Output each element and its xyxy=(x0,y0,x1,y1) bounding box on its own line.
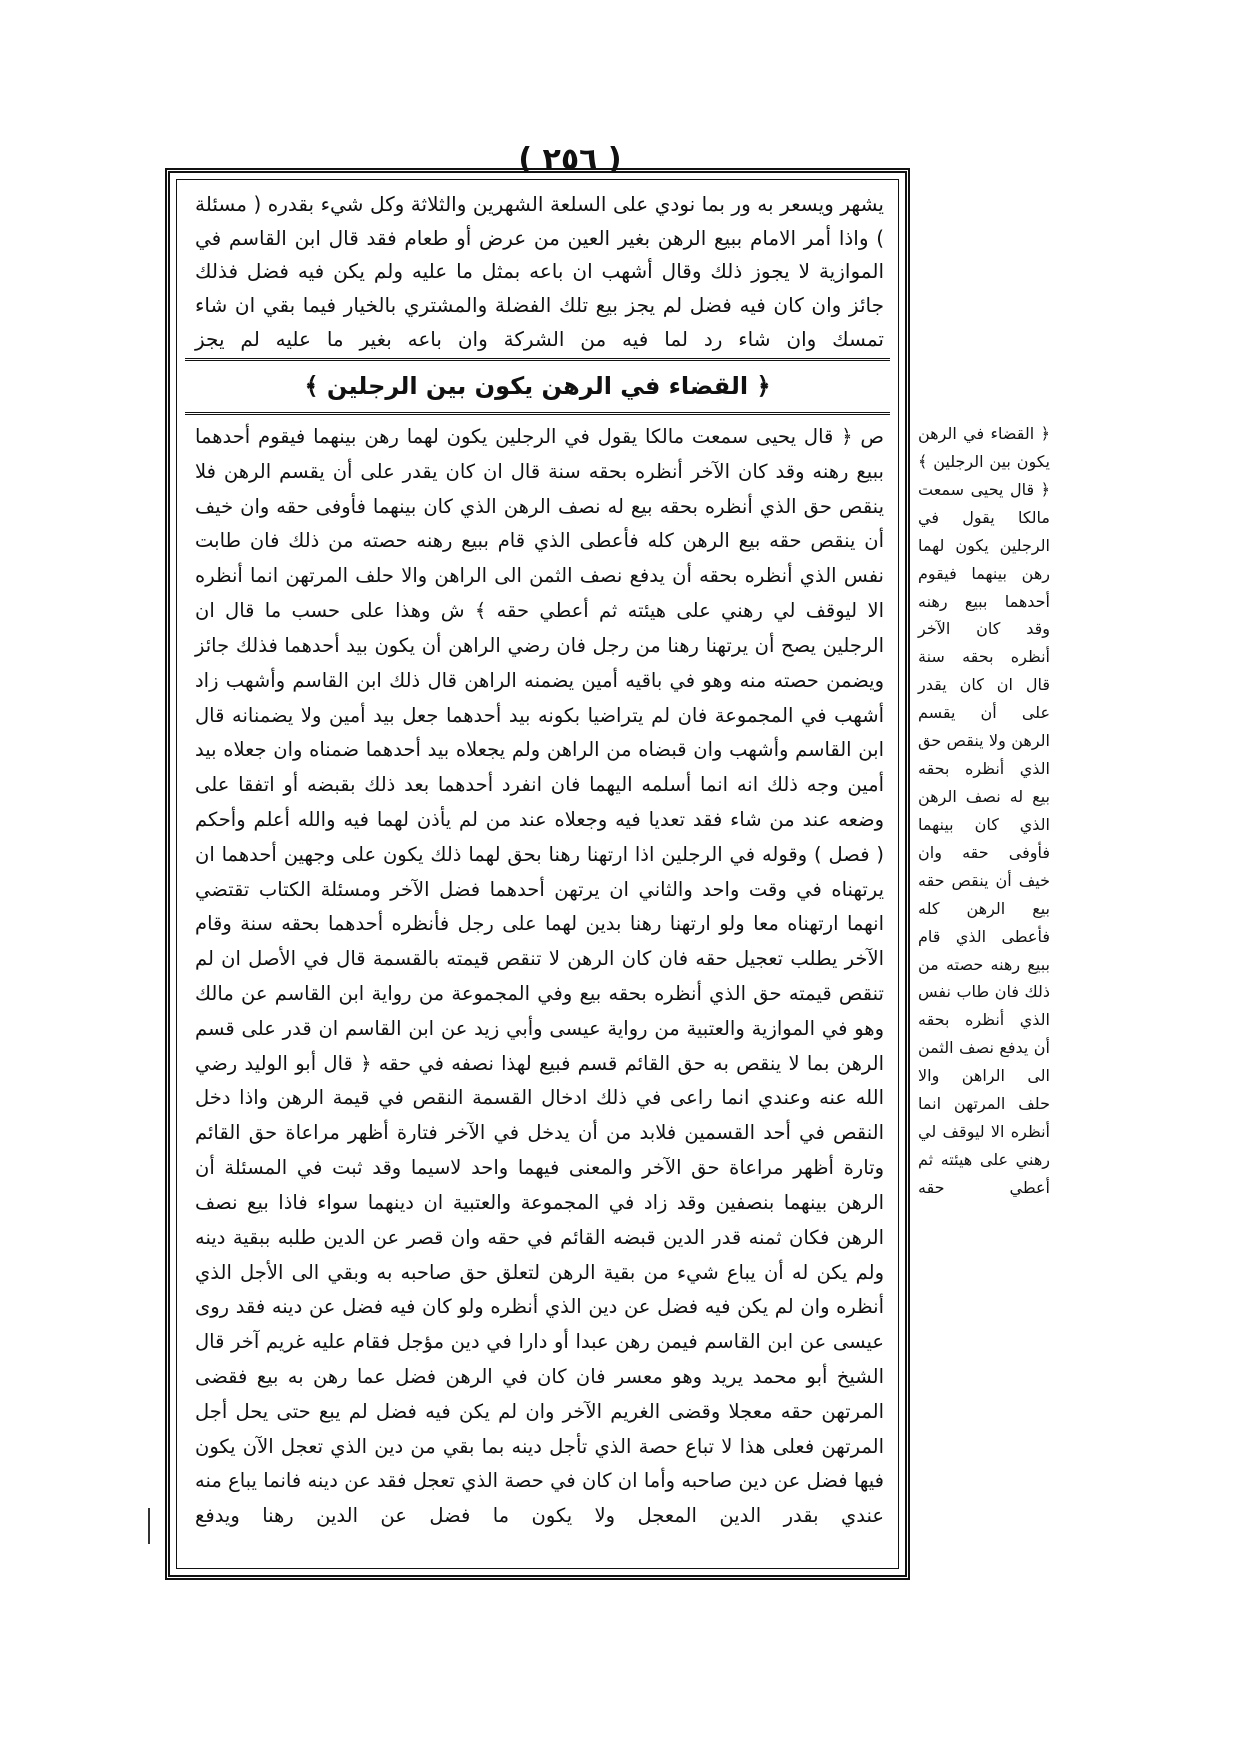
heading-rule-top xyxy=(185,358,890,361)
intro-paragraph: يشهر ويسعر به ور بما نودي على السلعة الشهرين والثلاثة وكل شيء بقدره ( مسئلة ) واذا أمر الامام ببيع الرهن بغير العين من عرض أو طعام فقد قال ابن القاسم في الموازية لا يجوز ذلك وقال أشهب ان باعه بمثل ما عليه ولم يكن فيه فضل فذلك جائز وان كان فيه فضل لم يجز بيع تلك الفضلة والمشتري بالخيار فيما بقي ان شاء تمسك وان شاء رد لما فيه من الشركة وان باعه بغير ما عليه لم يجز xyxy=(195,192,884,351)
margin-tick-mark xyxy=(148,1508,150,1544)
text-frame xyxy=(165,168,910,1580)
body-paragraph: ص ﴿ قال يحيى سمعت مالكا يقول في الرجلين يكون لهما رهن بينهما فيقوم أحدهما ببيع رهنه وقد كان الآخر أنظره بحقه سنة قال ان كان يقدر على أن يقسم الرهن فلا ينقص حق الذي أنظره بحقه بيع له نصف الرهن الذي كان بينهما فأوفى حقه وان خيف أن ينقص حقه بيع الرهن كله فأعطى الذي قام ببيع رهنه حصته من ذلك فان طابت نفس الذي أنظره بحقه أن يدفع نصف الثمن الى الراهن والا حلف المرتهن انما أنظره الا ليوقف لي رهني على هيئته ثم أعطي حقه ﴾ ش وهذا على حسب ما قال ان الرجلين يصح أن يرتهنا رهنا من رجل فان رضي الراهن أن يكون بيد أحدهما فذلك جائز ويضمن حصته منه وهو في باقيه أمين يضمنه الراهن قال ذلك ابن القاسم وأشهب زاد أشهب في المجموعة فان لم يتراضيا بكونه بيد أحدهما جعل بيد أمين ولا يضمنانه قال ابن القاسم وأشهب وان قبضاه من الراهن ولم يجعلاه بيد أحدهما ضمناه وان جعلاه بيد أمين وجه ذلك انه انما أسلمه اليهما فان انفرد أحدهما بعد ذلك بقبضه أو اتفقا على وضعه عند من شاء فقد تعديا فيه وجعلاه عند من لم يأذن لهما فيه والله أعلم وأحكم xyxy=(195,425,884,831)
text-frame-inner xyxy=(176,179,899,1569)
chapter-heading: ﴿ القضاء في الرهن يكون بين الرجلين ﴾ xyxy=(304,372,771,400)
margin-note: ﴿ القضاء في الرهن يكون بين الرجلين ﴾ ﴿ قال يحيى سمعت مالكا يقول في الرجلين يكون لهما رهن بينهما فيقوم أحدهما ببيع رهنه وقد كان الآخر أنظره بحقه سنة قال ان كان يقدر على أن يقسم الرهن ولا ينقص حق الذي أنظره بحقه بيع له نصف الرهن الذي كان بينهما فأوفى حقه وان خيف أن ينقص حقه بيع الرهن كله فأعطى الذي قام ببيع رهنه حصته من ذلك فان طاب نفس الذي أنظره بحقه أن يدفع نصف الثمن الى الراهن والا حلف المرتهن انما أنظره الا ليوقف لي رهني على هيئته ثم أعطي حقه xyxy=(918,424,1050,1197)
page-number: ( ٢٥٦ ) xyxy=(518,142,622,177)
body-paragraph: ( فصل ) وقوله في الرجلين اذا ارتهنا رهنا بحق لهما ذلك يكون على وجهين أحدهما ان يرتهناه في وقت واحد والثاني ان يرتهن أحدهما فضل الآخر ومسئلة الكتاب تقتضي انهما ارتهناه معا ولو ارتهنا رهنا بدين لهما على رجل فأنظره أحدهما بحقه سنة وقام الآخر يطلب تعجيل حقه فان كان الرهن لا تنقص قيمته بالقسمة قال في الأصل ان لم تنقص قيمته حق الذي أنظره بحقه بيع وفي المجموعة من رواية ابن القاسم عن مالك وهو في الموازية والعتبية من رواية عيسى وأبي زيد عن ابن القاسم ان قدر على قسم الرهن بما لا ينقص به حق القائم قسم فبيع لهذا نصفه في حقه ﴿ قال أبو الوليد رضي الله عنه وعندي انما راعى في ذلك ادخال القسمة النقص في قيمة الرهن واذا دخل النقص في أحد القسمين فلابد من أن يدخل في الآخر فتارة أظهر مراعاة حق القائم وتارة أظهر مراعاة حق الآخر والمعنى فيهما واحد لاسيما وقد ثبت في المسئلة أن الرهن بينهما بنصفين وقد زاد في المجموعة والعتبية ان دينهما سواء فاذا بيع نصف الرهن فكان ثمنه قدر الدين قبضه القائم في حقه وان قصر عن الدين طلبه ببقية دينه ولم يكن له أن يباع شيء من بقية الرهن لتعلق حق صاحبه به وبقي الى الأجل الذي أنظره وان لم يكن فيه فضل عن دين الذي أنظره ولو كان فيه فضل عن دينه فقد روى عيسى عن ابن القاسم فيمن رهن عبدا أو دارا في دين مؤجل فقام عليه غريم آخر قال الشيخ أبو محمد يريد وهو معسر فان كان في الرهن فضل عما رهن به بيع فقضى المرتهن حقه معجلا وقضى الغريم الآخر وان لم يكن فيه فضل لم يبع حتى يحل أجل المرتهن فعلى هذا لا تباع حصة الذي تأجل دينه بما بقي من دين الذي تعجل الآن يكون فيها فضل عن دين صاحبه وأما ان كان في حصة الذي تعجل فقد عن دينه فانما يباع منه عندي بقدر الدين المعجل ولا يكون ما فضل عن الدين رهنا ويدفع xyxy=(195,842,884,1528)
heading-rule-bottom xyxy=(185,412,890,415)
main-text-column xyxy=(195,420,884,1534)
